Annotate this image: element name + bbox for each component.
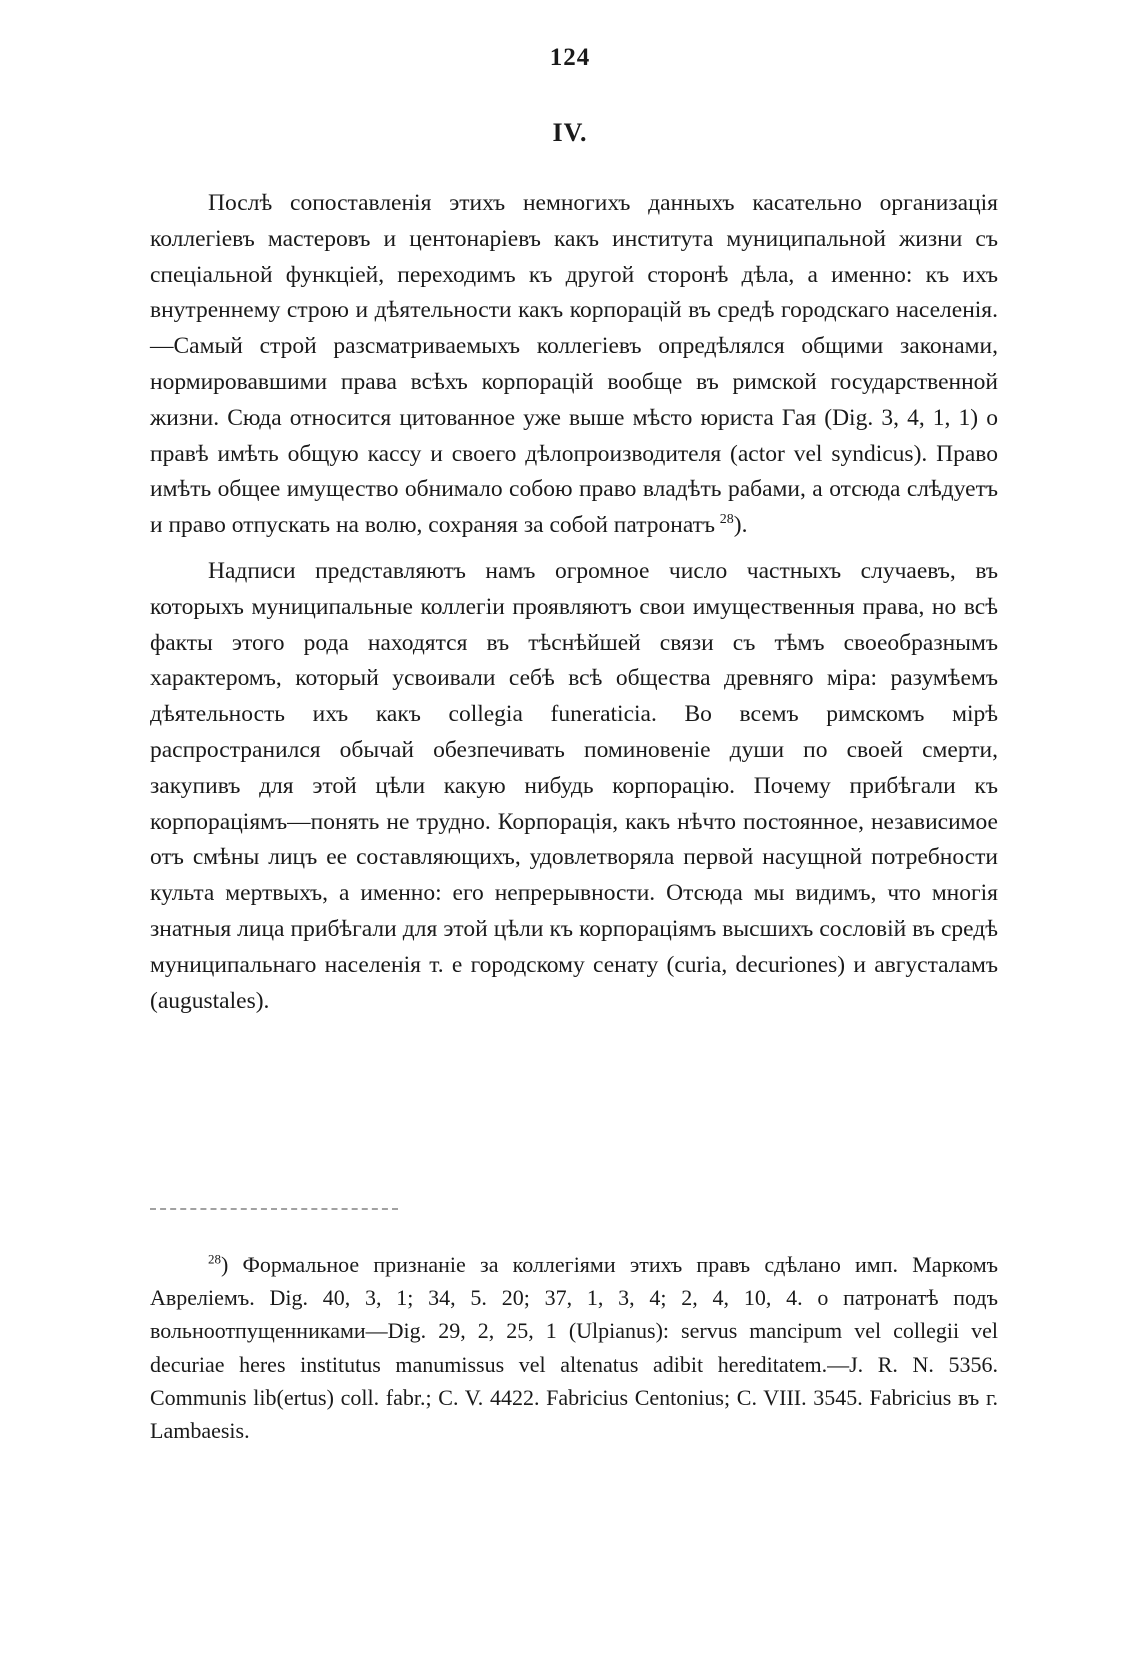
main-text xyxy=(150,186,998,1019)
paragraph-2: Надписи представляютъ намъ огромное число частныхъ случаевъ, въ которыхъ муниципальные коллегіи проявляютъ свои имущественныя права, но всѣ факты этого рода находятся въ тѣснѣйшей связи съ тѣмъ своеобразнымъ характеромъ, который усвоивали себѣ всѣ общества древняго міра: разумѣемъ дѣятельность ихъ какъ collegia funeraticia. Во всемъ римскомъ мірѣ распространился обычай обезпечивать поминовеніе души по своей смерти, закупивъ для этой цѣли какую нибудь корпорацію. Почему прибѣгали къ корпораціямъ—понять не трудно. Корпорація, какъ нѣчто постоянное, независимое отъ смѣны лицъ ее составляющихъ, удовлетворяла первой насущной потребности культа мертвыхъ, а именно: его непрерывности. Отсюда мы видимъ, что многія знатныя лица прибѣгали для этой цѣли къ корпораціямъ высшихъ сословій въ средѣ муниципальнаго населенія т. е городскому сенату (curia, decuriones) и августаламъ (augustales). xyxy=(150,557,998,1014)
footnote xyxy=(150,1248,998,1447)
paragraph-1 xyxy=(150,186,998,544)
paragraph-1-text: Послѣ сопоставленія этихъ немногихъ данныхъ касательно организація коллегіевъ мастеровъ и центонаріевъ какъ института муниципальной жизни съ спеціальной функціей, переходимъ къ другой сторонѣ дѣла, а именно: къ ихъ внутреннему строю и дѣятельности какъ корпорацій въ средѣ городскаго населенія.—Самый строй разсматриваемыхъ коллегіевъ опредѣлялся общими законами, нормировавшими права всѣхъ корпорацій вообще въ римской государственной жизни. Сюда относится цитованное уже выше мѣсто юриста Гая (Dig. 3, 4, 1, 1) о правѣ имѣть общую кассу и своего дѣлопроизводителя (actor vel syndicus). Право имѣть общее имущество обнимало собою право владѣть рабами, а отсюда слѣдуетъ и право отпускать на волю, сохраняя за собой патронатъ xyxy=(150,190,998,539)
footnote-text: ) Формальное признаніе за коллегіями этихъ правъ сдѣлано имп. Маркомъ Авреліемъ. Dig. 40, 3, 1; 34, 5. 20; 37, 1, 3, 4; 2, 4, 10, 4. о патронатѣ подъ вольноотпущенниками—Dig. 29, 2, 25, 1 (Ulpianus): servus mancipum vel collegii vel decuriae heres institutus manumissus vel altenatus adibit hereditatem.—J. R. N. 5356. Communis lib(ertus) coll. fabr.; C. V. 4422. Fabricius Centonius; C. VIII. 3545. Fabricius въ г. Lambaesis. xyxy=(150,1252,998,1444)
footnote-reference-28: 28 xyxy=(719,512,734,528)
section-heading: IV. xyxy=(552,118,588,147)
paragraph-1-end: ). xyxy=(733,512,748,539)
footnote-number: 28 xyxy=(208,1251,221,1267)
footnote-separator xyxy=(150,1208,398,1210)
page-number: 124 xyxy=(549,44,591,71)
